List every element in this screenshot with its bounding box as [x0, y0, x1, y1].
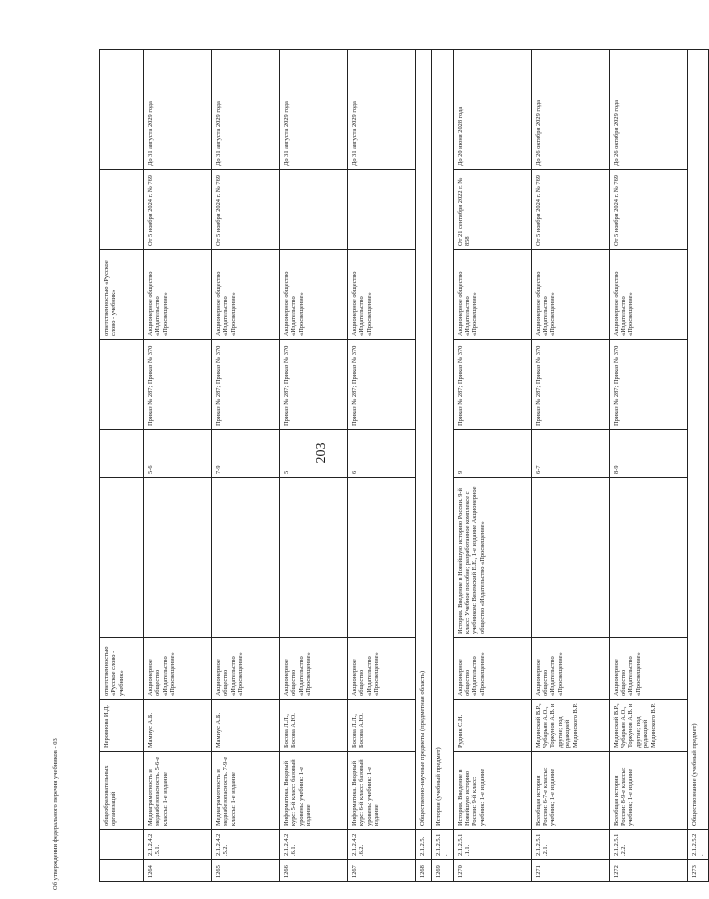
table-row — [348, 50, 416, 882]
cell-added: От 5 ноября 2024 г. № 769 — [609, 170, 687, 250]
cell-publisher: Акционерное общество «Издательство «Просвещение» — [348, 638, 416, 700]
cell-order: Приказ № 287; Приказ № 370 — [144, 340, 212, 430]
cell-rights: Акционерное общество «Издательство «Просвещение» — [531, 250, 609, 340]
cell-added: От 5 ноября 2024 г. № 769 — [212, 170, 280, 250]
cell-authors: Босова Л.Л., Босова А.Ю. — [348, 700, 416, 752]
cell-num: 1271 — [531, 860, 609, 882]
cell-name: Медиаграмотность и медиабезопасность. 7-9-е классы: 1-е издание — [212, 752, 280, 830]
cell-name: Медиаграмотность и медиабезопасность. 5-6-е классы: 1-е издание — [144, 752, 212, 830]
cell-num: 1267 — [348, 860, 416, 882]
cell-authors: Мединский В.Р., Чубарьян А.О., Торкунов А.В. и другие; под редакцией Мединского В.Р. — [609, 700, 687, 752]
cell-grade: 7-9 — [212, 430, 280, 478]
footer-caption: Об утверждении федерального перечня учебников - 03 — [52, 738, 59, 890]
cell-num: 1270 — [453, 860, 531, 882]
cell-grade: 6-7 — [531, 430, 609, 478]
cell-num: 1265 — [212, 860, 280, 882]
cell-until: До 31 августа 2029 года — [280, 50, 348, 170]
cell-code: 2.1.2.5.1.2.2. — [609, 830, 687, 860]
cell-order: Приказ № 287; Приказ № 370 — [453, 340, 531, 430]
cell-order: Приказ № 287; Приказ № 370 — [212, 340, 280, 430]
cell-publisher: Акционерное общество «Издательство «Просвещение» — [212, 638, 280, 700]
table-row — [609, 50, 687, 882]
cell-order: Приказ № 287; Приказ № 370 — [280, 340, 348, 430]
cell-num: 1264 — [144, 860, 212, 882]
cell-authors: Босова Л.Л., Босова А.Ю. — [280, 700, 348, 752]
cell-code: 2.1.2.4.2.6.2. — [348, 830, 416, 860]
cell-rights: ответственностью «Русское слово - учебник» — [100, 250, 144, 340]
cell-publisher: Акционерное общество «Издательство «Просвещение» — [280, 638, 348, 700]
table-row — [144, 50, 212, 882]
cell-publisher: Акционерное общество «Издательство «Просвещение» — [144, 638, 212, 700]
cell-name: История. Введение в Новейшую историю России: 9-й класс: учебник: 1-е издание — [453, 752, 531, 830]
cell-rights: Акционерное общество «Издательство «Просвещение» — [453, 250, 531, 340]
cell-until: До 26 октября 2029 года — [609, 50, 687, 170]
table-row — [280, 50, 348, 882]
cell-name: Информатика. Вводный курс: 5-й класс: базовый уровень: учебник: 1-е издание — [280, 752, 348, 830]
cell-until: До 26 октября 2029 года — [531, 50, 609, 170]
cell-added: От 21 сентября 2022 г. № 858 — [453, 170, 531, 250]
section-row — [416, 50, 432, 882]
cell-name: общеобразовательных организаций — [100, 752, 144, 830]
cell-code: 2.1.2.5. — [416, 830, 432, 860]
cell-num: 1268 — [416, 860, 432, 882]
cell-order: Приказ № 287; Приказ № 370 — [348, 340, 416, 430]
cell-publisher: Акционерное общество «Издательство «Просвещение» — [453, 638, 531, 700]
table-row — [212, 50, 280, 882]
cell-code: 2.1.2.5.1.1.1. — [453, 830, 531, 860]
section-title: Обществознание (учебный предмет) — [687, 50, 709, 830]
cell-added — [348, 170, 416, 250]
cell-code: 2.1.2.5.2. — [687, 830, 709, 860]
cell-code: 2.1.2.5.1. — [432, 830, 454, 860]
section-title: История (учебный предмет) — [432, 50, 454, 830]
cell-code: 2.1.2.4.2.6.1. — [280, 830, 348, 860]
cell-name: Всеобщая история России: 6-7-е классы: учебник; 1-е издание — [531, 752, 609, 830]
cell-rights: Акционерное общество «Издательство «Просвещение» — [144, 250, 212, 340]
cell-authors: Рудник С.Н. — [453, 700, 531, 752]
cell-name: Информатика. Вводный курс: 6-й класс: базовый уровень: учебник: 1-е издание — [348, 752, 416, 830]
cell-grade: 5 — [280, 430, 348, 478]
cell-publisher: Акционерное общество «Издательство «Просвещение» — [531, 638, 609, 700]
cell-until: До 20 июня 2028 года — [453, 50, 531, 170]
cell-added: От 5 ноября 2024 г. № 769 — [144, 170, 212, 250]
cell-order: Приказ № 287; Приказ № 370 — [609, 340, 687, 430]
section-row — [687, 50, 709, 882]
cell-name: Всеобщая история России: 8-9-е классы: учебник; 1-е издание — [609, 752, 687, 830]
cell-authors: Мамиус А.Б. — [144, 700, 212, 752]
cell-grade: 8-9 — [609, 430, 687, 478]
cell-num: 1266 — [280, 860, 348, 882]
cell-rights: Акционерное общество «Издательство «Просвещение» — [280, 250, 348, 340]
section-row — [432, 50, 454, 882]
cell-until: До 31 августа 2029 года — [348, 50, 416, 170]
cell-added: От 5 ноября 2024 г. № 769 — [531, 170, 609, 250]
cell-added — [280, 170, 348, 250]
table-row — [453, 50, 531, 882]
cell-num: 1272 — [609, 860, 687, 882]
cell-code: 2.1.2.4.2.5.2. — [212, 830, 280, 860]
cell-grade: 9 — [453, 430, 531, 478]
cell-authors: Неровнова И.Д. — [100, 700, 144, 752]
page-number: 203 — [314, 442, 329, 464]
textbook-table — [99, 50, 706, 882]
cell-grade: 6 — [348, 430, 416, 478]
cell-until: До 31 августа 2029 года — [212, 50, 280, 170]
cell-rights: Акционерное общество «Издательство «Просвещение» — [212, 250, 280, 340]
cell-publisher: Акционерное общество «Издательство «Просвещение» — [609, 638, 687, 700]
cell-rights: Акционерное общество «Издательство «Просвещение» — [348, 250, 416, 340]
cell-num: 1269 — [432, 860, 454, 882]
table-row — [100, 50, 144, 882]
cell-rights: Акционерное общество «Издательство «Просвещение» — [609, 250, 687, 340]
cell-grade: 5-6 — [144, 430, 212, 478]
cell-code: 2.1.2.5.1.2.1. — [531, 830, 609, 860]
cell-num: 1273 — [687, 860, 709, 882]
cell-code: 2.1.2.4.2.5.1. — [144, 830, 212, 860]
cell-order: Приказ № 287; Приказ № 370 — [531, 340, 609, 430]
cell-publisher: ответственностью «Русское слово - учебник» — [100, 638, 144, 700]
cell-until: До 31 августа 2029 года — [144, 50, 212, 170]
table-row — [531, 50, 609, 882]
cell-replaced: История. Введение в Новейшую историю России. 9-й класс: Учебное пособие; разработанное комплексе с учебником: Вяземский Е.Е., 1-е издание Акционерное общество «Издательство «Просвещение» — [453, 478, 531, 638]
cell-authors: Мамиус А.Б. — [212, 700, 280, 752]
cell-authors: Мединский В.Р., Чубарьян А.О., Торкунов А.В. и другие; под редакцией Мединского В.Р. — [531, 700, 609, 752]
section-title: Общественно-научные предметы (предметная область) — [416, 50, 432, 830]
